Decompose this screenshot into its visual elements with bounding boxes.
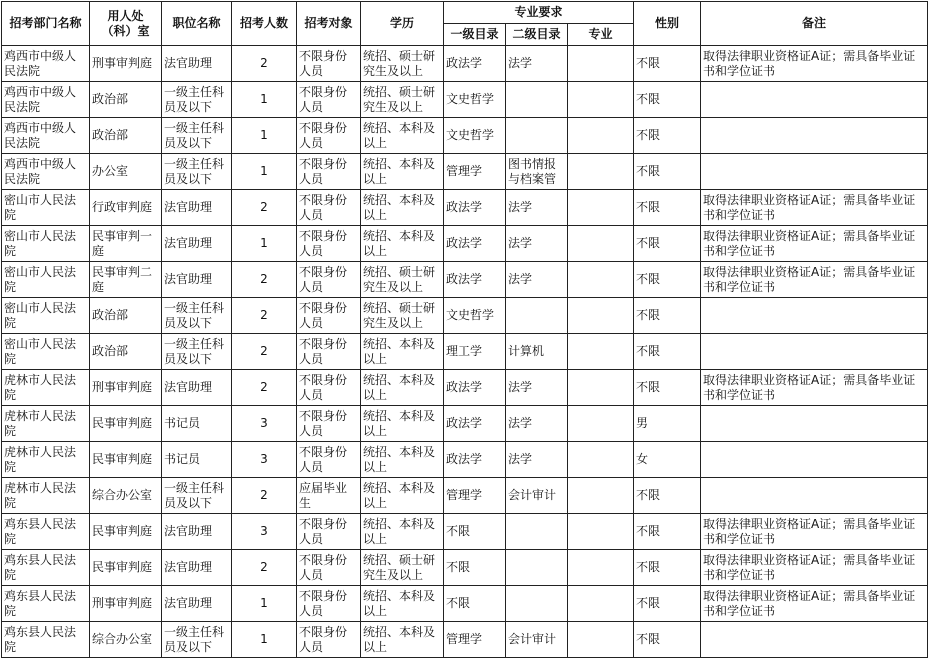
cell-notes bbox=[701, 334, 928, 370]
cell-major bbox=[568, 46, 634, 82]
cell-position: 一级主任科员及以下 bbox=[162, 154, 232, 190]
table-row bbox=[2, 406, 928, 442]
header-education: 学历 bbox=[361, 2, 444, 46]
cell-target: 不限身份人员 bbox=[297, 298, 361, 334]
cell-gender: 不限 bbox=[634, 118, 701, 154]
cell-position: 一级主任科员及以下 bbox=[162, 478, 232, 514]
cell-dept: 虎林市人民法院 bbox=[2, 370, 90, 406]
cell-major-level1: 文史哲学 bbox=[444, 118, 506, 154]
cell-notes bbox=[701, 82, 928, 118]
cell-major-level1: 政法学 bbox=[444, 370, 506, 406]
cell-education: 统招、本科及以上 bbox=[361, 334, 444, 370]
cell-notes: 取得法律职业资格证A证；需具备毕业证书和学位证书 bbox=[701, 370, 928, 406]
cell-major bbox=[568, 442, 634, 478]
table-row bbox=[2, 190, 928, 226]
cell-dept: 虎林市人民法院 bbox=[2, 442, 90, 478]
cell-education: 统招、硕士研究生及以上 bbox=[361, 550, 444, 586]
cell-major bbox=[568, 154, 634, 190]
cell-major-level2: 法学 bbox=[506, 46, 568, 82]
table-row bbox=[2, 478, 928, 514]
cell-position: 一级主任科员及以下 bbox=[162, 334, 232, 370]
cell-education: 统招、本科及以上 bbox=[361, 514, 444, 550]
cell-major bbox=[568, 226, 634, 262]
cell-major-level2: 会计审计 bbox=[506, 622, 568, 658]
cell-notes bbox=[701, 406, 928, 442]
cell-major bbox=[568, 298, 634, 334]
cell-position: 法官助理 bbox=[162, 262, 232, 298]
cell-notes bbox=[701, 442, 928, 478]
cell-dept: 鸡西市中级人民法院 bbox=[2, 118, 90, 154]
header-target: 招考对象 bbox=[297, 2, 361, 46]
cell-major bbox=[568, 586, 634, 622]
cell-office: 政治部 bbox=[90, 118, 162, 154]
cell-major-level1: 不限 bbox=[444, 586, 506, 622]
table-row bbox=[2, 442, 928, 478]
header-notes: 备注 bbox=[701, 2, 928, 46]
cell-dept: 鸡东县人民法院 bbox=[2, 514, 90, 550]
cell-office: 政治部 bbox=[90, 82, 162, 118]
table-row bbox=[2, 226, 928, 262]
table-body bbox=[2, 46, 928, 658]
header-major-level1: 一级目录 bbox=[444, 24, 506, 46]
header-major-level2: 二级目录 bbox=[506, 24, 568, 46]
cell-major bbox=[568, 82, 634, 118]
header-dept: 招考部门名称 bbox=[2, 2, 90, 46]
cell-notes: 取得法律职业资格证A证；需具备毕业证书和学位证书 bbox=[701, 262, 928, 298]
cell-target: 不限身份人员 bbox=[297, 334, 361, 370]
cell-gender: 不限 bbox=[634, 82, 701, 118]
cell-target: 不限身份人员 bbox=[297, 622, 361, 658]
cell-major bbox=[568, 478, 634, 514]
cell-position: 一级主任科员及以下 bbox=[162, 82, 232, 118]
cell-major-level1: 文史哲学 bbox=[444, 82, 506, 118]
cell-position: 法官助理 bbox=[162, 550, 232, 586]
cell-dept: 鸡东县人民法院 bbox=[2, 622, 90, 658]
cell-target: 不限身份人员 bbox=[297, 262, 361, 298]
cell-count: 3 bbox=[232, 514, 297, 550]
cell-office: 刑事审判庭 bbox=[90, 370, 162, 406]
cell-major-level2: 法学 bbox=[506, 262, 568, 298]
cell-count: 1 bbox=[232, 586, 297, 622]
cell-gender: 不限 bbox=[634, 334, 701, 370]
cell-major bbox=[568, 550, 634, 586]
cell-target: 不限身份人员 bbox=[297, 514, 361, 550]
cell-gender: 不限 bbox=[634, 190, 701, 226]
cell-dept: 鸡西市中级人民法院 bbox=[2, 82, 90, 118]
cell-office: 综合办公室 bbox=[90, 478, 162, 514]
cell-major-level1: 政法学 bbox=[444, 442, 506, 478]
cell-gender: 不限 bbox=[634, 586, 701, 622]
cell-office: 刑事审判庭 bbox=[90, 586, 162, 622]
cell-target: 不限身份人员 bbox=[297, 586, 361, 622]
cell-dept: 密山市人民法院 bbox=[2, 298, 90, 334]
cell-notes: 取得法律职业资格证A证；需具备毕业证书和学位证书 bbox=[701, 46, 928, 82]
cell-count: 1 bbox=[232, 118, 297, 154]
cell-count: 2 bbox=[232, 478, 297, 514]
cell-count: 2 bbox=[232, 550, 297, 586]
cell-dept: 密山市人民法院 bbox=[2, 190, 90, 226]
cell-major-level1: 政法学 bbox=[444, 190, 506, 226]
cell-count: 2 bbox=[232, 334, 297, 370]
table-row bbox=[2, 298, 928, 334]
cell-position: 法官助理 bbox=[162, 514, 232, 550]
header-position: 职位名称 bbox=[162, 2, 232, 46]
header-count: 招考人数 bbox=[232, 2, 297, 46]
cell-office: 综合办公室 bbox=[90, 622, 162, 658]
cell-dept: 密山市人民法院 bbox=[2, 262, 90, 298]
cell-gender: 不限 bbox=[634, 514, 701, 550]
cell-education: 统招、本科及以上 bbox=[361, 370, 444, 406]
cell-notes bbox=[701, 154, 928, 190]
cell-target: 应届毕业生 bbox=[297, 478, 361, 514]
cell-major-level2 bbox=[506, 550, 568, 586]
cell-position: 法官助理 bbox=[162, 190, 232, 226]
table-row bbox=[2, 550, 928, 586]
cell-count: 2 bbox=[232, 298, 297, 334]
table-row bbox=[2, 154, 928, 190]
cell-major-level1: 政法学 bbox=[444, 226, 506, 262]
table-row bbox=[2, 46, 928, 82]
cell-major-level2: 计算机 bbox=[506, 334, 568, 370]
cell-notes: 取得法律职业资格证A证；需具备毕业证书和学位证书 bbox=[701, 550, 928, 586]
cell-education: 统招、本科及以上 bbox=[361, 442, 444, 478]
cell-office: 民事审判庭 bbox=[90, 514, 162, 550]
cell-education: 统招、本科及以上 bbox=[361, 118, 444, 154]
cell-count: 2 bbox=[232, 370, 297, 406]
cell-gender: 不限 bbox=[634, 550, 701, 586]
cell-notes bbox=[701, 478, 928, 514]
cell-major bbox=[568, 262, 634, 298]
cell-gender: 不限 bbox=[634, 46, 701, 82]
cell-major-level2: 会计审计 bbox=[506, 478, 568, 514]
cell-education: 统招、本科及以上 bbox=[361, 190, 444, 226]
cell-target: 不限身份人员 bbox=[297, 370, 361, 406]
table-row bbox=[2, 262, 928, 298]
cell-dept: 虎林市人民法院 bbox=[2, 406, 90, 442]
cell-count: 1 bbox=[232, 82, 297, 118]
table-row bbox=[2, 118, 928, 154]
cell-education: 统招、硕士研究生及以上 bbox=[361, 262, 444, 298]
cell-major-level2: 法学 bbox=[506, 442, 568, 478]
cell-education: 统招、本科及以上 bbox=[361, 226, 444, 262]
cell-education: 统招、本科及以上 bbox=[361, 586, 444, 622]
cell-office: 民事审判庭 bbox=[90, 550, 162, 586]
table-row bbox=[2, 586, 928, 622]
table-row bbox=[2, 370, 928, 406]
cell-major-level2: 法学 bbox=[506, 190, 568, 226]
cell-position: 一级主任科员及以下 bbox=[162, 622, 232, 658]
cell-notes bbox=[701, 622, 928, 658]
cell-gender: 不限 bbox=[634, 154, 701, 190]
cell-position: 书记员 bbox=[162, 442, 232, 478]
cell-major-level1: 政法学 bbox=[444, 262, 506, 298]
table-row bbox=[2, 514, 928, 550]
cell-notes: 取得法律职业资格证A证；需具备毕业证书和学位证书 bbox=[701, 226, 928, 262]
table-row bbox=[2, 82, 928, 118]
header-major: 专业 bbox=[568, 24, 634, 46]
cell-count: 1 bbox=[232, 226, 297, 262]
cell-major-level2 bbox=[506, 514, 568, 550]
cell-dept: 密山市人民法院 bbox=[2, 334, 90, 370]
cell-count: 3 bbox=[232, 442, 297, 478]
cell-office: 行政审判庭 bbox=[90, 190, 162, 226]
cell-dept: 鸡东县人民法院 bbox=[2, 586, 90, 622]
cell-gender: 不限 bbox=[634, 370, 701, 406]
cell-major-level1: 政法学 bbox=[444, 406, 506, 442]
cell-major bbox=[568, 622, 634, 658]
cell-education: 统招、硕士研究生及以上 bbox=[361, 82, 444, 118]
cell-position: 一级主任科员及以下 bbox=[162, 298, 232, 334]
cell-target: 不限身份人员 bbox=[297, 46, 361, 82]
cell-major-level2 bbox=[506, 298, 568, 334]
cell-target: 不限身份人员 bbox=[297, 226, 361, 262]
cell-notes: 取得法律职业资格证A证；需具备毕业证书和学位证书 bbox=[701, 190, 928, 226]
cell-major-level2: 法学 bbox=[506, 226, 568, 262]
cell-major bbox=[568, 514, 634, 550]
cell-office: 民事审判一庭 bbox=[90, 226, 162, 262]
cell-dept: 密山市人民法院 bbox=[2, 226, 90, 262]
cell-gender: 不限 bbox=[634, 298, 701, 334]
cell-major-level2: 法学 bbox=[506, 370, 568, 406]
cell-count: 1 bbox=[232, 622, 297, 658]
cell-major bbox=[568, 118, 634, 154]
cell-office: 民事审判庭 bbox=[90, 406, 162, 442]
cell-count: 3 bbox=[232, 406, 297, 442]
cell-major-level2 bbox=[506, 586, 568, 622]
cell-education: 统招、本科及以上 bbox=[361, 478, 444, 514]
cell-count: 1 bbox=[232, 154, 297, 190]
cell-count: 2 bbox=[232, 262, 297, 298]
cell-education: 统招、本科及以上 bbox=[361, 622, 444, 658]
cell-education: 统招、硕士研究生及以上 bbox=[361, 298, 444, 334]
cell-notes: 取得法律职业资格证A证；需具备毕业证书和学位证书 bbox=[701, 514, 928, 550]
cell-position: 一级主任科员及以下 bbox=[162, 118, 232, 154]
cell-major-level1: 不限 bbox=[444, 514, 506, 550]
cell-target: 不限身份人员 bbox=[297, 118, 361, 154]
cell-target: 不限身份人员 bbox=[297, 190, 361, 226]
cell-dept: 虎林市人民法院 bbox=[2, 478, 90, 514]
table-row bbox=[2, 622, 928, 658]
cell-position: 法官助理 bbox=[162, 226, 232, 262]
cell-office: 政治部 bbox=[90, 298, 162, 334]
header-row-1 bbox=[2, 2, 928, 24]
cell-gender: 不限 bbox=[634, 226, 701, 262]
cell-dept: 鸡西市中级人民法院 bbox=[2, 154, 90, 190]
cell-target: 不限身份人员 bbox=[297, 406, 361, 442]
cell-major-level1: 不限 bbox=[444, 550, 506, 586]
cell-office: 政治部 bbox=[90, 334, 162, 370]
cell-major-level1: 政法学 bbox=[444, 46, 506, 82]
cell-major bbox=[568, 334, 634, 370]
cell-major-level2 bbox=[506, 82, 568, 118]
cell-major-level2 bbox=[506, 118, 568, 154]
header-major-group: 专业要求 bbox=[444, 2, 634, 24]
cell-notes bbox=[701, 118, 928, 154]
cell-gender: 男 bbox=[634, 406, 701, 442]
header-office: 用人处 （科）室 bbox=[90, 2, 162, 46]
cell-major-level2: 图书情报与档案管 bbox=[506, 154, 568, 190]
cell-major-level1: 管理学 bbox=[444, 478, 506, 514]
cell-position: 法官助理 bbox=[162, 586, 232, 622]
cell-dept: 鸡东县人民法院 bbox=[2, 550, 90, 586]
cell-education: 统招、硕士研究生及以上 bbox=[361, 46, 444, 82]
cell-major bbox=[568, 370, 634, 406]
cell-target: 不限身份人员 bbox=[297, 154, 361, 190]
cell-target: 不限身份人员 bbox=[297, 82, 361, 118]
cell-position: 法官助理 bbox=[162, 46, 232, 82]
cell-position: 书记员 bbox=[162, 406, 232, 442]
table-row bbox=[2, 334, 928, 370]
cell-major-level2: 法学 bbox=[506, 406, 568, 442]
cell-major bbox=[568, 406, 634, 442]
cell-office: 民事审判二庭 bbox=[90, 262, 162, 298]
cell-major-level1: 管理学 bbox=[444, 622, 506, 658]
cell-education: 统招、本科及以上 bbox=[361, 154, 444, 190]
cell-dept: 鸡西市中级人民法院 bbox=[2, 46, 90, 82]
cell-count: 2 bbox=[232, 46, 297, 82]
header-gender: 性别 bbox=[634, 2, 701, 46]
cell-office: 刑事审判庭 bbox=[90, 46, 162, 82]
recruitment-table bbox=[1, 1, 928, 658]
cell-position: 法官助理 bbox=[162, 370, 232, 406]
cell-office: 民事审判庭 bbox=[90, 442, 162, 478]
cell-major-level1: 文史哲学 bbox=[444, 298, 506, 334]
cell-gender: 不限 bbox=[634, 262, 701, 298]
cell-gender: 女 bbox=[634, 442, 701, 478]
cell-notes bbox=[701, 298, 928, 334]
cell-office: 办公室 bbox=[90, 154, 162, 190]
cell-major bbox=[568, 190, 634, 226]
cell-target: 不限身份人员 bbox=[297, 442, 361, 478]
cell-major-level1: 管理学 bbox=[444, 154, 506, 190]
cell-gender: 不限 bbox=[634, 478, 701, 514]
cell-major-level1: 理工学 bbox=[444, 334, 506, 370]
cell-gender: 不限 bbox=[634, 622, 701, 658]
cell-notes: 取得法律职业资格证A证；需具备毕业证书和学位证书 bbox=[701, 586, 928, 622]
cell-education: 统招、本科及以上 bbox=[361, 406, 444, 442]
cell-target: 不限身份人员 bbox=[297, 550, 361, 586]
cell-count: 2 bbox=[232, 190, 297, 226]
